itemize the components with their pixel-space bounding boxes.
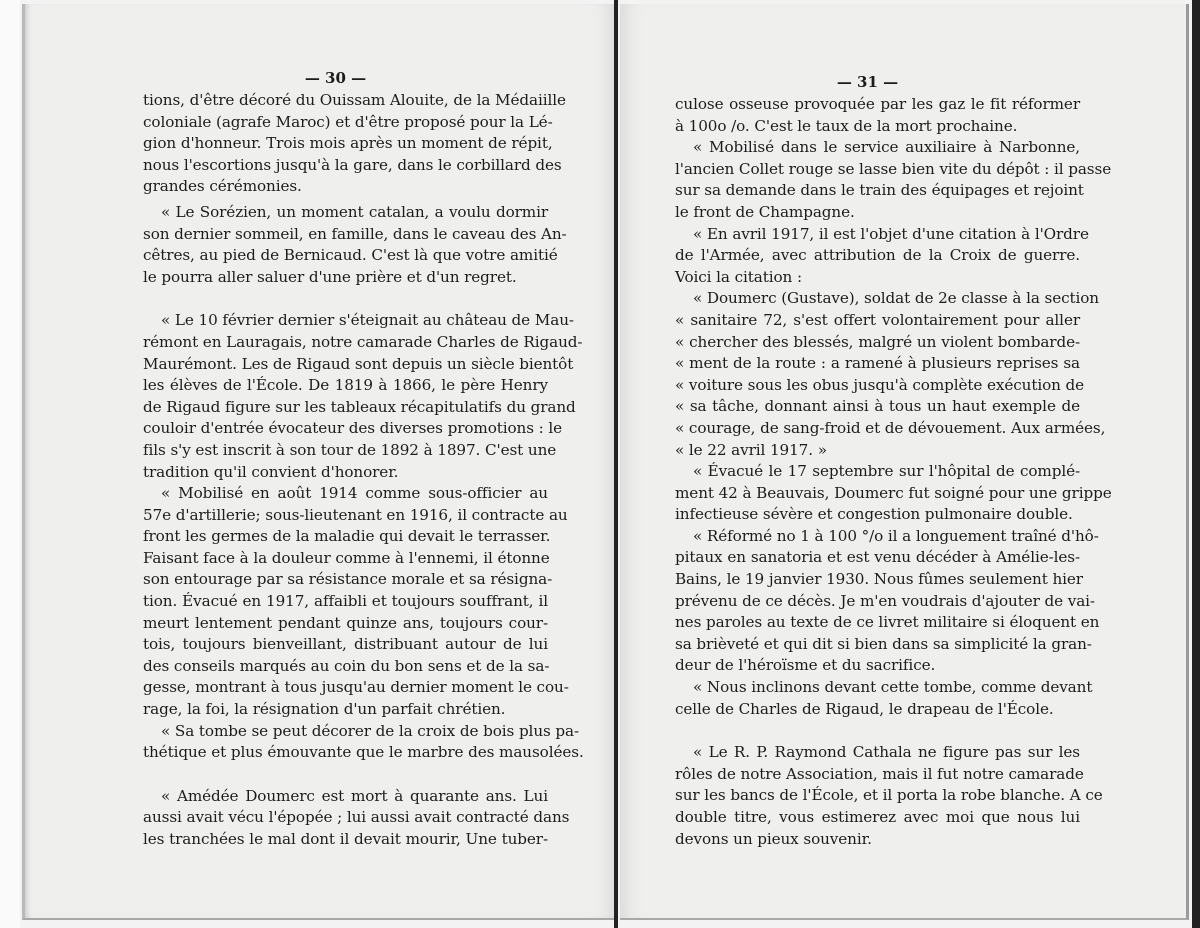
citation-line: « sa tâche, donnant ainsi à tous un haut exemple de xyxy=(675,397,1080,416)
text-line: « Réformé no 1 à 100 °/o il a longuement traîné d'hô- xyxy=(693,526,1099,545)
citation-line: « sanitaire 72, s'est offert volontairement pour aller xyxy=(675,310,1080,329)
text-line: culose osseuse provoquée par les gaz le fit réformer xyxy=(675,95,1080,113)
text-line: tois, toujours bienveillant, distribuant autour de lui xyxy=(143,635,548,654)
text-line: prévenu de ce décès. Je m'en voudrais d'ajouter de vai- xyxy=(675,591,1095,610)
page-number: — 31 — xyxy=(836,73,899,91)
text-line: son dernier sommeil, en famille, dans le caveau des An- xyxy=(143,224,567,243)
text-line: à 100o /o. C'est le taux de la mort prochaine. xyxy=(675,116,1018,135)
text-line: « Évacué le 17 septembre sur l'hôpital de complé- xyxy=(693,462,1080,481)
text-line: tions, d'être décoré du Ouissam Alouite, de la Médaiille xyxy=(143,91,566,109)
text-line: « Nous inclinons devant cette tombe, comme devant xyxy=(693,678,1093,697)
text-line: rémont en Lauragais, notre camarade Charles de Rigaud- xyxy=(143,332,583,351)
text-line: double titre, vous estimerez avec moi que nous lui xyxy=(675,808,1080,826)
text-line: rôles de notre Association, mais il fut notre camarade xyxy=(675,764,1084,783)
citation-line: « Doumerc (Gustave), soldat de 2e classe à la section xyxy=(693,289,1099,308)
text-line: sur sa demande dans le train des équipages et rejoint xyxy=(675,181,1084,200)
text-line: gesse, montrant à tous jusqu'au dernier moment le cou- xyxy=(143,678,569,697)
text-line: son entourage par sa résistance morale et sa résigna- xyxy=(143,570,553,589)
right-background-edge xyxy=(1192,0,1200,928)
citation-line: « le 22 avril 1917. » xyxy=(675,440,827,459)
text-line: aussi avait vécu l'épopée ; lui aussi avait contracté dans xyxy=(143,808,570,827)
text-line: sur les bancs de l'École, et il porta la robe blanche. A ce xyxy=(675,786,1103,805)
text-line: nous l'escortions jusqu'à la gare, dans le corbillard des xyxy=(143,155,562,174)
text-line: coloniale (agrafe Maroc) et d'être proposé pour la Lé- xyxy=(143,112,553,131)
text-line: devons un pieux souvenir. xyxy=(675,829,872,848)
text-line: « Mobilisé en août 1914 comme sous-officier au xyxy=(161,484,548,503)
text-line: Bains, le 19 janvier 1930. Nous fûmes seulement hier xyxy=(675,570,1083,589)
text-line: de Rigaud figure sur les tableaux récapitulatifs du grand xyxy=(143,397,576,416)
text-line: « Amédée Doumerc est mort à quarante ans. Lui xyxy=(161,786,548,805)
text-line: celle de Charles de Rigaud, le drapeau de l'École. xyxy=(675,699,1054,718)
text-line: de l'Armée, avec attribution de la Croix de guerre. xyxy=(675,246,1080,265)
text-line: front les germes de la maladie qui devait le terrasser. xyxy=(143,527,551,546)
text-line: les tranchées le mal dont il devait mourir, Une tuber- xyxy=(143,830,548,848)
text-line: le front de Champagne. xyxy=(675,202,855,221)
text-line: « Mobilisé dans le service auxiliaire à Narbonne, xyxy=(693,138,1080,157)
text-line: nes paroles au texte de ce livret militaire si éloquent en xyxy=(675,613,1100,632)
left-background-edge xyxy=(0,0,20,928)
text-line: rage, la foi, la résignation d'un parfait chrétien. xyxy=(143,700,506,719)
citation-line: « ment de la route : a ramené à plusieurs reprises sa xyxy=(675,354,1080,373)
page-30-text xyxy=(143,66,584,851)
citation-line: « courage, de sang-froid et de dévouement. Aux armées, xyxy=(675,418,1106,437)
text-line: l'ancien Collet rouge se lasse bien vite du dépôt : il passe xyxy=(675,159,1112,178)
text-line: des conseils marqués au coin du bon sens et de la sa- xyxy=(143,656,550,675)
text-line: « Le R. P. Raymond Cathala ne figure pas sur les xyxy=(693,743,1080,762)
text-line: deur de l'héroïsme et du sacrifice. xyxy=(675,656,936,675)
text-line: meurt lentement pendant quinze ans, toujours cour- xyxy=(143,613,548,632)
text-line: thétique et plus émouvante que le marbre des mausolées. xyxy=(143,743,584,762)
text-line: pitaux en sanatoria et est venu décéder à Amélie-les- xyxy=(675,548,1080,567)
page-number: — 30 — xyxy=(304,69,367,87)
text-line: « Sa tombe se peut décorer de la croix de bois plus pa- xyxy=(161,721,580,740)
text-line: 57e d'artillerie; sous-lieutenant en 1916, il contracte au xyxy=(143,505,568,524)
text-line: grandes cérémonies. xyxy=(143,177,302,196)
text-line: les élèves de l'École. De 1819 à 1866, le père Henry xyxy=(143,376,548,395)
text-line: ment 42 à Beauvais, Doumerc fut soigné pour une grippe xyxy=(675,483,1112,502)
text-line: « Le 10 février dernier s'éteignait au château de Mau- xyxy=(161,311,574,330)
text-line: Voici la citation : xyxy=(675,267,802,286)
text-line: couloir d'entrée évocateur des diverses promotions : le xyxy=(143,419,563,438)
text-line: Faisant face à la douleur comme à l'ennemi, il étonne xyxy=(143,548,550,567)
page-31-text xyxy=(675,70,1112,850)
text-line: tradition qu'il convient d'honorer. xyxy=(143,462,399,481)
text-line: fils s'y est inscrit à son tour de 1892 à 1897. C'est une xyxy=(143,440,557,459)
text-line: tion. Évacué en 1917, affaibli et toujours souffrant, il xyxy=(143,592,548,611)
citation-line: « voiture sous les obus jusqu'à complète exécution de xyxy=(675,375,1085,394)
citation-line: « chercher des blessés, malgré un violent bombarde- xyxy=(675,332,1080,351)
book-spine xyxy=(614,0,618,928)
text-line: Maurémont. Les de Rigaud sont depuis un siècle bientôt xyxy=(143,354,574,373)
text-line: le pourra aller saluer d'une prière et d'un regret. xyxy=(143,267,517,286)
text-line: « En avril 1917, il est l'objet d'une citation à l'Ordre xyxy=(693,224,1089,243)
text-line: infectieuse sévère et congestion pulmonaire double. xyxy=(675,505,1073,524)
text-line: cêtres, au pied de Bernicaud. C'est là que votre amitié xyxy=(143,246,558,265)
text-line: sa brièveté et qui dit si bien dans sa simplicité la gran- xyxy=(675,634,1092,653)
text-line: gion d'honneur. Trois mois après un moment de répit, xyxy=(143,134,553,153)
text-line: « Le Sorézien, un moment catalan, a voulu dormir xyxy=(161,202,548,221)
